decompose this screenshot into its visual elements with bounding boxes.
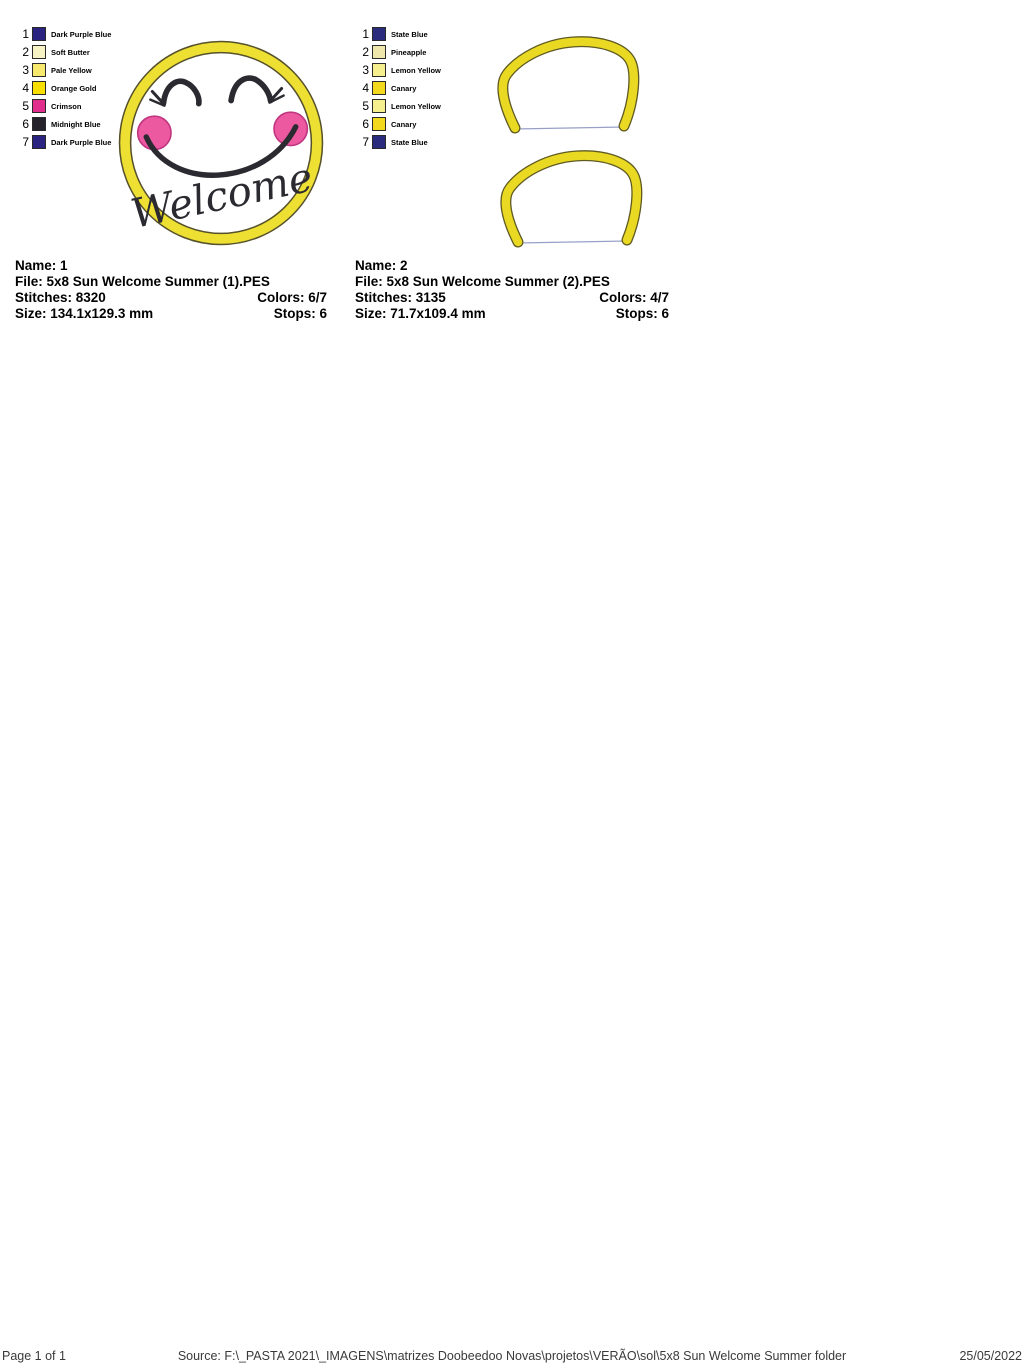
design-size: Size: 71.7x109.4 mm <box>355 306 486 321</box>
design-size: Size: 134.1x129.3 mm <box>15 306 154 321</box>
thread-color-row <box>16 115 111 133</box>
design-stops: Stops: 6 <box>615 306 669 321</box>
welcome-script: Welcome <box>126 153 317 238</box>
thread-number: 6 <box>22 116 29 131</box>
thread-color-row <box>16 61 111 79</box>
thread-swatch <box>32 27 46 41</box>
design-file: File: 5x8 Sun Welcome Summer (1).PES <box>15 274 270 289</box>
right-cheek <box>274 112 307 145</box>
thread-number: 2 <box>22 44 29 59</box>
thread-color-list-design1 <box>16 25 111 151</box>
thread-number: 4 <box>362 80 369 95</box>
thread-swatch <box>372 99 386 113</box>
thread-number: 7 <box>362 134 369 149</box>
thread-color-row <box>356 61 441 79</box>
thread-name: Dark Purple Blue <box>51 29 112 39</box>
thread-name: Canary <box>391 83 417 93</box>
thread-swatch <box>32 117 46 131</box>
smiley-design-preview <box>118 40 324 251</box>
thread-number: 2 <box>362 44 369 59</box>
page-number: Page 1 of 1 <box>2 1349 66 1363</box>
thread-name: Pale Yellow <box>51 65 92 75</box>
sun-shape-preview-bottom <box>490 146 660 253</box>
thread-number: 3 <box>362 62 369 77</box>
thread-swatch <box>32 63 46 77</box>
thread-color-row <box>356 115 441 133</box>
thread-swatch <box>372 135 386 149</box>
thread-number: 5 <box>362 98 369 113</box>
thread-color-row <box>356 133 441 151</box>
thread-swatch <box>372 27 386 41</box>
thread-number: 4 <box>22 80 29 95</box>
thread-number: 3 <box>22 62 29 77</box>
left-cheek <box>138 116 171 149</box>
thread-number: 1 <box>362 26 369 41</box>
design-stitches: Stitches: 3135 <box>355 290 446 305</box>
thread-color-row <box>356 79 441 97</box>
sun-shape-preview-top <box>487 32 657 139</box>
thread-color-row <box>356 97 441 115</box>
thread-color-row <box>16 79 111 97</box>
thread-color-row <box>356 25 441 43</box>
thread-name: Orange Gold <box>51 83 97 93</box>
thread-name: Pineapple <box>391 47 427 57</box>
thread-swatch <box>32 99 46 113</box>
thread-number: 5 <box>22 98 29 113</box>
design-file: File: 5x8 Sun Welcome Summer (2).PES <box>355 274 610 289</box>
thread-name: Lemon Yellow <box>391 65 441 75</box>
design-colors: Colors: 4/7 <box>599 290 669 305</box>
thread-name: Crimson <box>51 101 82 111</box>
thread-color-row <box>16 97 111 115</box>
thread-swatch <box>372 81 386 95</box>
design-info-2 <box>355 258 669 322</box>
page-footer <box>0 1349 1024 1365</box>
print-date: 25/05/2022 <box>959 1349 1022 1363</box>
thread-color-row <box>16 43 111 61</box>
thread-swatch <box>372 45 386 59</box>
source-path: Source: F:\_PASTA 2021\_IMAGENS\matrizes Doobeedoo Novas\projetos\VERÃO\sol\5x8 Sun Welcome Summer folder <box>177 1349 847 1363</box>
thread-color-row <box>356 43 441 61</box>
thread-name: Lemon Yellow <box>391 101 441 111</box>
thread-swatch <box>32 81 46 95</box>
thread-name: Dark Purple Blue <box>51 137 112 147</box>
thread-name: State Blue <box>391 29 428 39</box>
thread-color-row <box>16 25 111 43</box>
thread-color-row <box>16 133 111 151</box>
design-colors: Colors: 6/7 <box>257 290 327 305</box>
thread-name: Soft Butter <box>51 47 90 57</box>
design-stops: Stops: 6 <box>273 306 327 321</box>
design-stitches: Stitches: 8320 <box>15 290 106 305</box>
thread-swatch <box>372 63 386 77</box>
thread-number: 6 <box>362 116 369 131</box>
thread-name: Midnight Blue <box>51 119 101 129</box>
thread-name: State Blue <box>391 137 428 147</box>
thread-number: 1 <box>22 26 29 41</box>
design-name: Name: 2 <box>355 258 408 273</box>
thread-swatch <box>32 135 46 149</box>
thread-color-list-design2 <box>356 25 441 151</box>
thread-swatch <box>372 117 386 131</box>
thread-swatch <box>32 45 46 59</box>
thread-number: 7 <box>22 134 29 149</box>
design-name: Name: 1 <box>15 258 68 273</box>
design-info-1 <box>15 258 327 322</box>
thread-name: Canary <box>391 119 417 129</box>
